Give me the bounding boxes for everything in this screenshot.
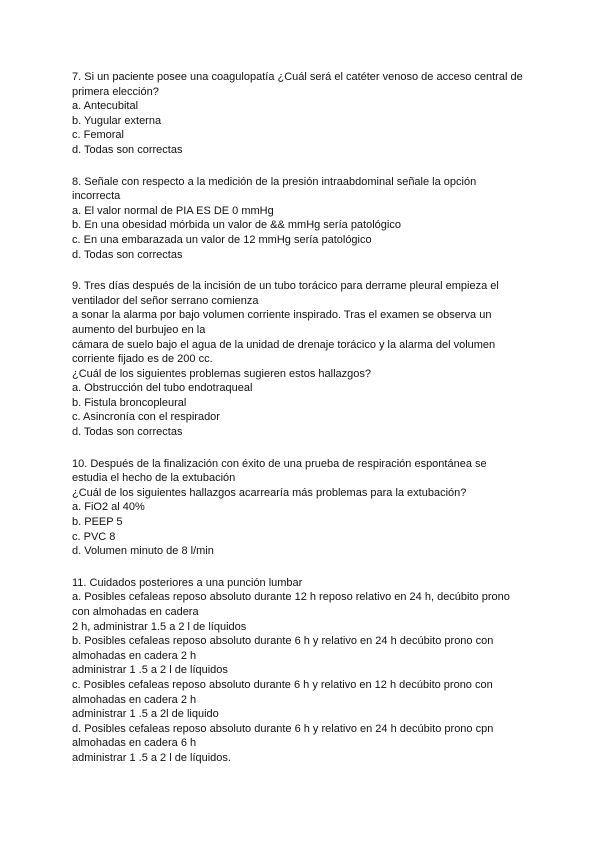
answer-option: d. Posibles cefaleas reposo absoluto durante 6 h y relativo en 24 h decúbito prono cpn [72, 722, 494, 735]
answer-option: d. Todas son correctas [72, 248, 183, 261]
answer-option: administrar 1 .5 a 2l de liquido [72, 708, 219, 721]
answer-option: con almohadas en cadera [72, 606, 199, 618]
question-stem-line: corriente fijado es de 200 cc. [72, 353, 213, 366]
answer-option: b. Posibles cefaleas reposo absoluto durante 6 h y relativo en 24 h decúbito prono con [72, 635, 494, 648]
answer-option: almohadas en cadera 2 h [72, 693, 197, 706]
answer-option: b. PEEP 5 [72, 516, 123, 529]
answer-option: administrar 1 .5 a 2 l de líquidos [72, 664, 228, 677]
question-stem-line: a sonar la alarma por bajo volumen corriente inspirado. Tras el examen se observa un [72, 309, 492, 322]
answer-option: b. En una obesidad mórbida un valor de && mmHg sería patológico [72, 219, 401, 232]
answer-option: a. FiO2 al 40% [72, 501, 145, 514]
answer-option: almohadas en cadera 6 h [72, 737, 197, 750]
answer-option: administrar 1 .5 a 2 l de líquidos. [72, 751, 231, 764]
answer-option: a. El valor normal de PIA ES DE 0 mmHg [72, 204, 274, 217]
answer-option: b. Yugular externa [72, 114, 162, 127]
question-stem-line: 7. Si un paciente posee una coagulopatía ¿Cuál será el catéter venoso de acceso central de [72, 71, 523, 83]
question-7 [72, 70, 534, 158]
answer-option: 2 h, administrar 1.5 a 2 l de líquidos [72, 620, 247, 633]
answer-option: c. Posibles cefaleas reposo absoluto durante 6 h y relativo en 12 h decúbito prono con [72, 678, 493, 691]
answer-option: d. Volumen minuto de 8 l/min [72, 545, 214, 558]
answer-option: d. Todas son correctas [72, 143, 183, 156]
question-stem-line: aumento del burbujeo en la [72, 323, 206, 336]
question-8 [72, 175, 534, 263]
question-9 [72, 279, 534, 440]
answer-option: a. Antecubital [72, 100, 139, 113]
question-11 [72, 576, 534, 766]
question-stem-line: ¿Cuál de los siguientes hallazgos acarrearía más problemas para la extubación? [72, 486, 467, 499]
answer-option: a. Obstrucción del tubo endotraqueal [72, 382, 253, 395]
question-stem-line: 10. Después de la finalización con éxito de una prueba de respiración espontánea se [72, 457, 487, 470]
answer-option: d. Todas son correctas [72, 426, 183, 439]
question-stem-line: cámara de suelo bajo el agua de la unidad de drenaje torácico y la alarma del volumen [72, 338, 496, 351]
question-stem-line: primera elección? [72, 85, 159, 98]
answer-option: a. Posibles cefaleas reposo absoluto durante 12 h reposo relativo en 24 h, decúbito prono [72, 591, 510, 604]
question-stem-line: ¿Cuál de los siguientes problemas sugieren estos hallazgos? [72, 367, 372, 380]
question-stem-line: 9. Tres días después de la incisión de un tubo torácico para derrame pleural empieza el [72, 280, 499, 293]
answer-option: c. En una embarazada un valor de 12 mmHg sería patológico [72, 233, 372, 246]
question-stem-line: ventilador del señor serrano comienza [72, 294, 259, 307]
answer-option: c. Femoral [72, 129, 124, 142]
question-stem-line: incorrecta [72, 190, 121, 203]
answer-option: c. Asincronía con el respirador [72, 411, 220, 424]
question-stem-line: 8. Señale con respecto a la medición de la presión intraabdominal señale la opción [72, 175, 477, 188]
answer-option: c. PVC 8 [72, 530, 116, 543]
question-stem-line: estudia el hecho de la extubación [72, 472, 236, 485]
question-10 [72, 457, 534, 559]
answer-option: b. Fistula broncopleural [72, 396, 187, 409]
question-list [72, 70, 534, 783]
question-stem-line: 11. Cuidados posteriores a una punción lumbar [72, 576, 303, 589]
answer-option: almohadas en cadera 2 h [72, 649, 197, 662]
